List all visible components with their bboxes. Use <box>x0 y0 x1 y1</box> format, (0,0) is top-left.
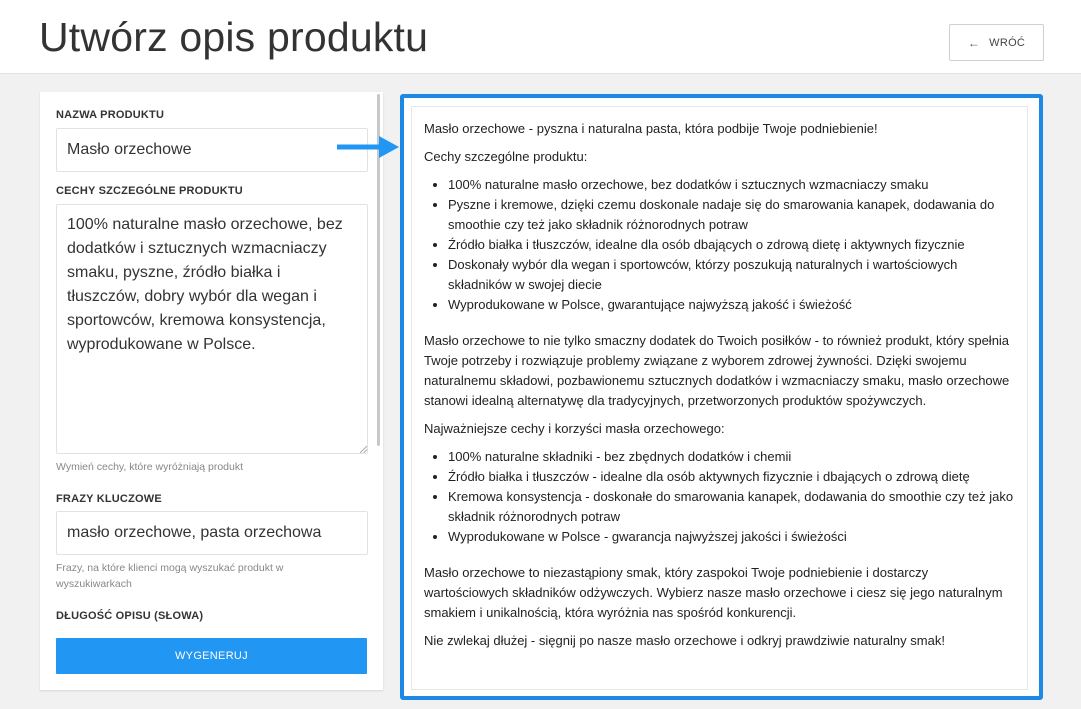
result-features-list <box>448 175 1015 315</box>
list-item: • Wyprodukowane w Polsce - gwarancja najwyższej jakości i świeżości <box>448 527 1015 547</box>
result-paragraph-1: Masło orzechowe to nie tylko smaczny dodatek do Twoich posiłków - to również produkt, który spełnia Twoje potrzeby i rozwiązuje problemy związane z wyborem zdrowej żywności. Dzięki swojemu naturalnemu składowi, pozbawionemu sztucznych dodatków i wzmacniaczy smaku, masło orzechowe stanowi idealną alternatywę dla tradycyjnych, przetworzonych produktów spożywczych. <box>424 333 1010 408</box>
keywords-hint: Frazy, na które klienci mogą wyszukać produkt w wyszukiwarkach <box>56 562 284 590</box>
resize-handle-icon[interactable] <box>360 446 367 453</box>
result-closing: Nie zwlekaj dłużej - sięgnij po nasze masło orzechowe i odkryj prawdziwie naturalny smak! <box>424 633 945 648</box>
result-intro: Masło orzechowe - pyszna i naturalna pasta, która podbije Twoje podniebienie! <box>424 121 878 136</box>
generated-description[interactable] <box>411 106 1028 690</box>
list-item: • 100% naturalne masło orzechowe, bez dodatków i sztucznych wzmacniaczy smaku <box>448 175 1015 195</box>
result-benefits-heading: Najważniejsze cechy i korzyści masła orzechowego: <box>424 421 725 436</box>
result-features-heading: Cechy szczególne produktu: <box>424 149 588 164</box>
back-button[interactable] <box>949 24 1044 61</box>
list-item: • Kremowa konsystencja - doskonałe do smarowania kanapek, dodawania do smoothie czy też jako składnik różnorodnych potraw <box>448 487 1015 527</box>
keywords-value: masło orzechowe, pasta orzechowa <box>67 524 322 541</box>
list-item: • Doskonały wybór dla wegan i sportowców, którzy poszukują naturalnych i wartościowych składników w swojej diecie <box>448 255 1015 295</box>
page-title: Utwórz opis produktu <box>39 14 429 60</box>
features-label: CECHY SZCZEGÓLNE PRODUKTU <box>56 185 243 197</box>
features-textarea[interactable]: 100% naturalne masło orzechowe, bez dodatków i sztucznych wzmacniaczy smaku, pyszne, źródło białka i tłuszczów, dobry wybór dla wegan i sportowców, kremowa konsystencja, wyprodukowane w Polsce. <box>56 204 368 454</box>
generate-button[interactable]: WYGENERUJ <box>56 638 367 674</box>
product-name-value: Masło orzechowe <box>67 141 192 158</box>
back-button-label: WRÓĆ <box>989 36 1026 49</box>
list-item: • 100% naturalne składniki - bez zbędnych dodatków i chemii <box>448 447 1015 467</box>
result-paragraph-2: Masło orzechowe to niezastąpiony smak, który zaspokoi Twoje podniebienie i dostarczy wartościowych składników odżywczych. Wybierz nasze masło orzechowe i ciesz się jego naturalnym smakiem i unikalnością, która wyróżnia nas spośród konkurencji. <box>424 565 1003 620</box>
features-hint: Wymień cechy, które wyróżniają produkt <box>56 461 244 473</box>
list-item: • Źródło białka i tłuszczów - idealne dla osób aktywnych fizycznie i dbających o zdrową dietę <box>448 467 1015 487</box>
result-benefits-list <box>448 447 1015 547</box>
arrow-right-icon <box>337 136 399 158</box>
keywords-input[interactable] <box>56 511 368 555</box>
product-name-label: NAZWA PRODUKTU <box>56 109 165 121</box>
list-item: • Źródło białka i tłuszczów, idealne dla osób dbających o zdrową dietę i aktywnych fizycznie <box>448 235 1015 255</box>
header <box>0 0 1081 74</box>
keywords-label: FRAZY KLUCZOWE <box>56 493 162 505</box>
list-item: • Wyprodukowane w Polsce, gwarantujące najwyższą jakość i świeżość <box>448 295 1015 315</box>
arrow-left-icon: ← <box>967 35 981 50</box>
length-label: DŁUGOŚĆ OPISU (SŁOWA) <box>56 610 204 622</box>
list-item: • Pyszne i kremowe, dzięki czemu doskonale nadaje się do smarowania kanapek, dodawania do smoothie czy też jako składnik różnorodnych potraw <box>448 195 1015 235</box>
product-name-input[interactable] <box>56 128 368 172</box>
